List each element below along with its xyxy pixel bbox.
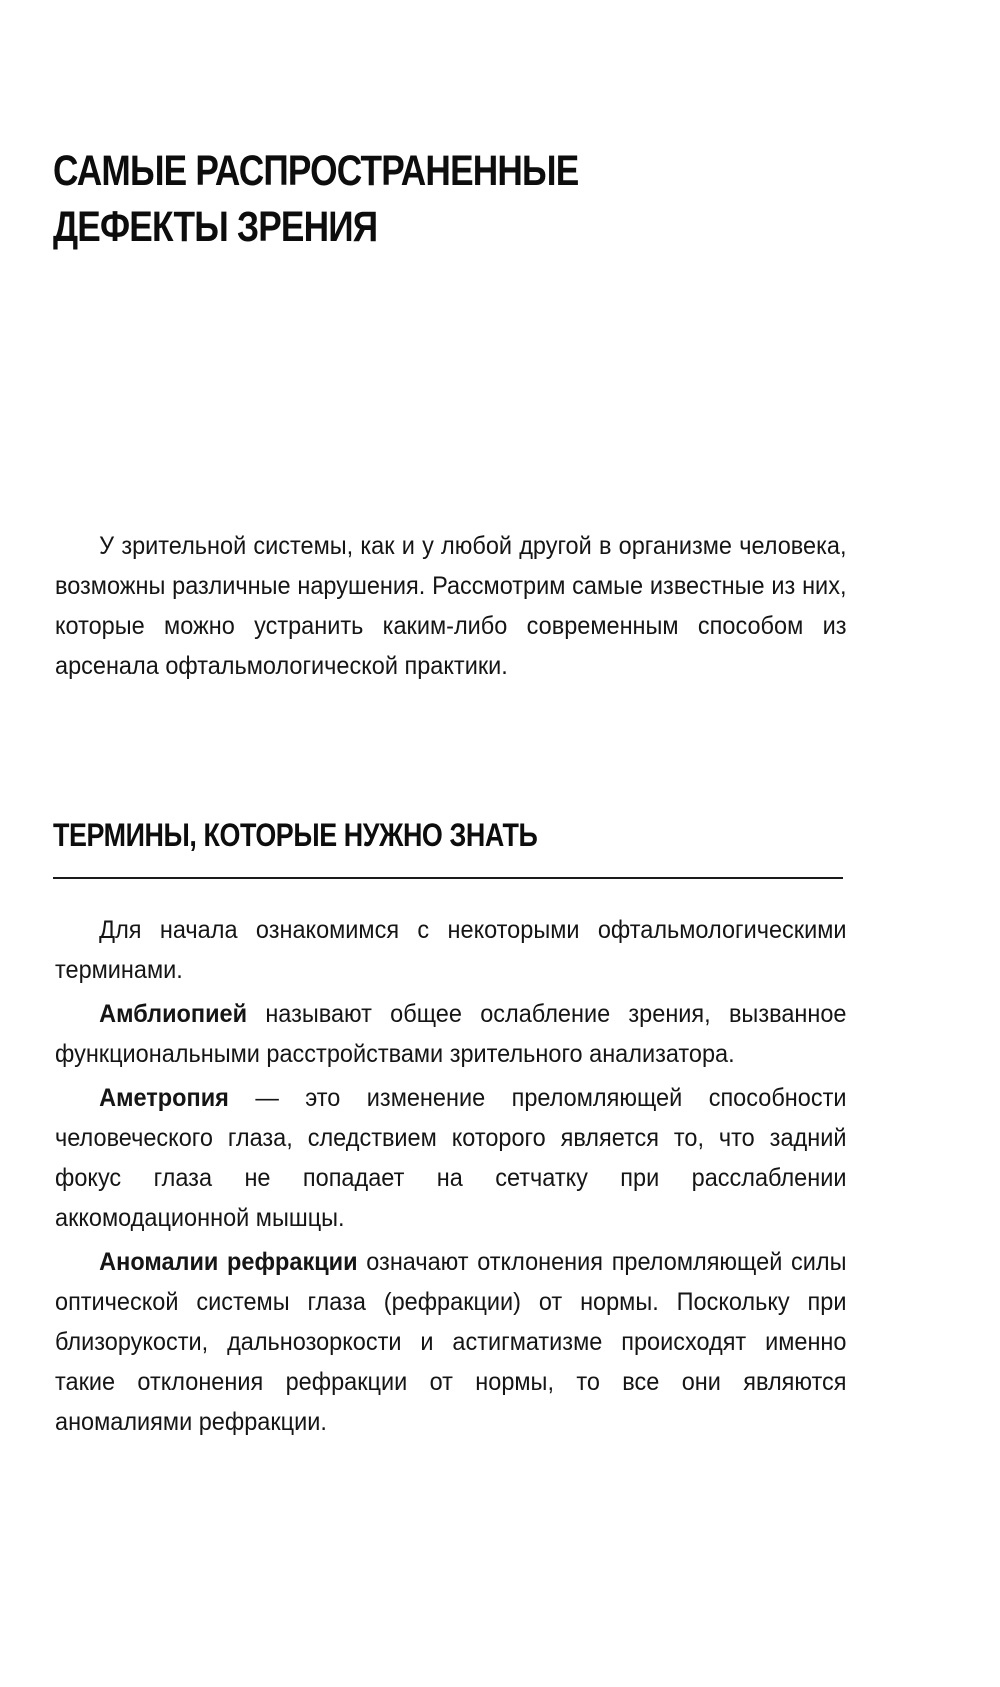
term-definition: означают отклонения преломляющей силы оптической системы глаза (рефракции) от нормы. Поскольку при близорукости, дальнозоркости и астигматизме происходят именно такие отклонения рефракции от нормы, то все они являются аномалиями рефракции. — [55, 1248, 847, 1436]
term-name: Амблиопией — [99, 1000, 248, 1028]
section-divider — [53, 877, 843, 879]
term-definition: — это изменение преломляющей способности человеческого глаза, следствием которого является то, что задний фокус глаза не попадает на сетчатку при расслаблении аккомодационной мышцы. — [55, 1084, 847, 1232]
intro-paragraph: У зрительной системы, как и у любой другой в организме человека, возможны различные нарушения. Рассмотрим самые известные из них, которые можно устранить каким-либо современным способом из арсенала офтальмологической практики. — [55, 532, 847, 680]
term-paragraph-ametropia — [55, 1078, 846, 1238]
term-paragraph-refraction-anomalies — [55, 1242, 846, 1442]
term-name: Аметропия — [99, 1084, 229, 1112]
chapter-title — [53, 143, 758, 255]
chapter-title-line-1: САМЫЕ РАСПРОСТРАНЕННЫЕ — [53, 147, 579, 195]
terms-lead-paragraph: Для начала ознакомимся с некоторыми офтальмологическими терминами. — [55, 916, 847, 984]
chapter-title-line-2: ДЕФЕКТЫ ЗРЕНИЯ — [53, 203, 378, 251]
section-title: ТЕРМИНЫ, КОТОРЫЕ НУЖНО ЗНАТЬ — [53, 817, 538, 853]
term-paragraph-amblyopia — [55, 994, 846, 1074]
term-name: Аномалии рефракции — [99, 1248, 358, 1276]
terms-block — [55, 910, 846, 1442]
intro-block — [55, 526, 846, 686]
term-definition: называют общее ослабление зрения, вызванное функциональными расстройствами зрительного анализатора. — [55, 1000, 847, 1068]
